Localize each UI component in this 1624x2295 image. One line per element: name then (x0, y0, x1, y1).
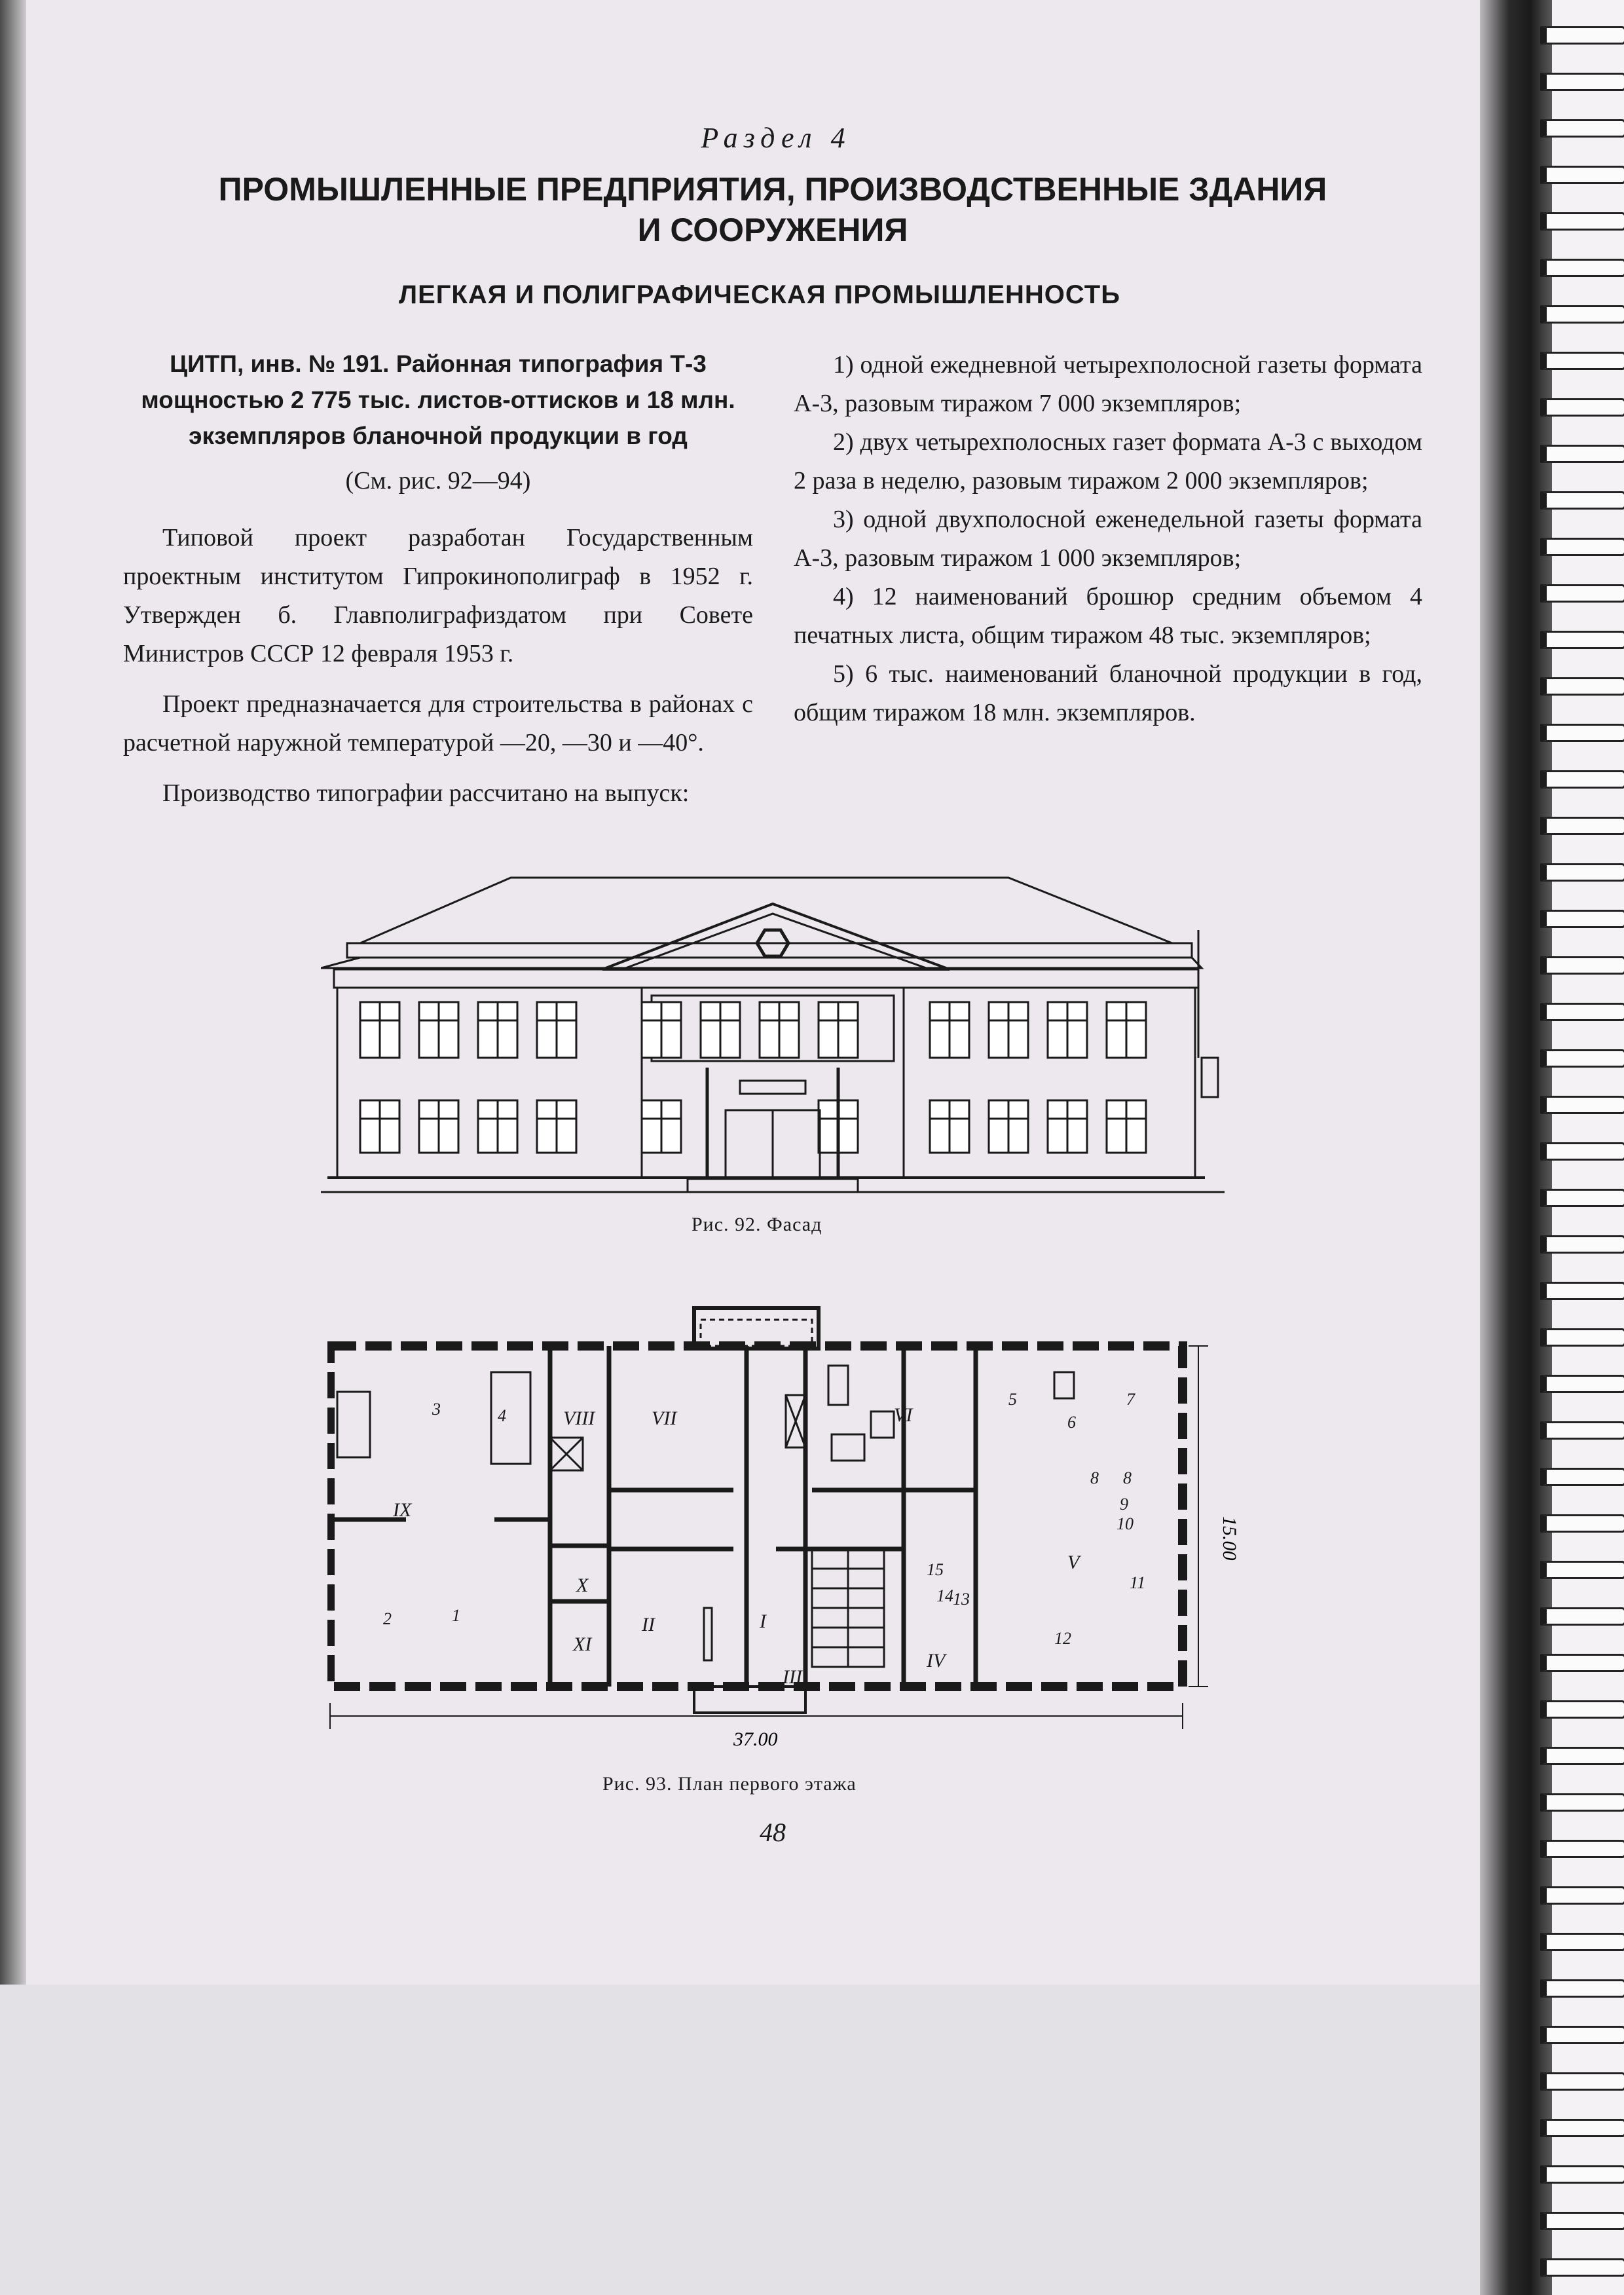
equipment-label: 11 (1130, 1573, 1146, 1592)
list-item: 2) двух четырехполосных газет формата А-3 с выходом 2 раза в неделю, разовым тиражом 2 000 экземпляров; (794, 428, 1422, 494)
equipment-label: 9 (1120, 1495, 1128, 1514)
binder-coil (1540, 2212, 1624, 2230)
binder-coil (1540, 73, 1624, 91)
binder-coil (1540, 1468, 1624, 1486)
equipment-label: 10 (1116, 1514, 1134, 1533)
binder-coil (1540, 212, 1624, 231)
paragraph-design: Типовой проект разработан Государственным проектным институтом Гипрокинополиграф в 1952 г. Утвержден б. Главполиграфиздатом при Совете Министров СССР 12 февраля 1953 г. (123, 524, 753, 667)
paragraph-purpose: Проект предназначается для строительства в районах с расчетной наружной температурой —20, —30 и —40°. (123, 690, 753, 756)
binder-coil (1540, 2258, 1624, 2277)
section-label: Раздел 4 (701, 122, 851, 154)
binder-coil (1540, 1142, 1624, 1161)
binder-coil (1540, 1793, 1624, 1812)
equipment-label: 3 (432, 1400, 441, 1419)
equipment-label: 2 (383, 1609, 392, 1628)
floor-plan-drawing (327, 1294, 1244, 1768)
binder-coil (1540, 817, 1624, 835)
binder-coil (1540, 2119, 1624, 2137)
plan-depth-dimension: 15.00 (1219, 1516, 1240, 1561)
binder-coil (1540, 2165, 1624, 2184)
binder-coil (1540, 2072, 1624, 2091)
list-item: 4) 12 наименований брошюр средним объемом 4 печатных листа, общим тиражом 48 тыс. экземпляров; (794, 583, 1422, 649)
binder-coil (1540, 584, 1624, 603)
figure-92-caption: Рис. 92. Фасад (692, 1214, 822, 1235)
binder-coil (1540, 445, 1624, 463)
room-label: IV (927, 1650, 946, 1671)
list-item: 3) одной двухполосной еженедельной газеты формата А-3, разовым тиражом 1 000 экземпляров; (794, 506, 1422, 572)
equipment-label: 12 (1054, 1629, 1071, 1648)
binder-coil (1540, 910, 1624, 928)
binder-coil (1540, 1096, 1624, 1114)
binder-coil (1540, 1840, 1624, 1858)
equipment-label: 15 (927, 1560, 944, 1579)
equipment-label: 14 (936, 1586, 953, 1605)
binder-coil (1540, 1607, 1624, 1626)
binder-coil (1540, 166, 1624, 184)
binder-coil (1540, 398, 1624, 417)
entry-heading-line3: экземпляров бланочной продукции в год (189, 422, 688, 449)
equipment-label: 1 (452, 1606, 460, 1625)
room-label: IX (393, 1499, 412, 1521)
equipment-label: 5 (1008, 1390, 1017, 1409)
binder-coil (1540, 956, 1624, 975)
binder-coil (1540, 1282, 1624, 1300)
equipment-label: 7 (1126, 1390, 1135, 1409)
binder-coil (1540, 1003, 1624, 1021)
room-label: VII (652, 1408, 677, 1429)
background-sheet (0, 1985, 1519, 2295)
binder-coil (1540, 538, 1624, 556)
binder-coil (1540, 1189, 1624, 1207)
subsection-title: ЛЕГКАЯ И ПОЛИГРАФИЧЕСКАЯ ПРОМЫШЛЕННОСТЬ (399, 280, 1120, 309)
room-label: XI (573, 1633, 592, 1655)
binder-coil (1540, 2026, 1624, 2044)
binder-coil (1540, 1886, 1624, 1905)
binder-coil (1540, 1654, 1624, 1672)
right-column (794, 346, 1422, 732)
binder-coil (1540, 863, 1624, 882)
binder-coil (1540, 259, 1624, 277)
room-label: VIII (563, 1408, 595, 1429)
binder-coil (1540, 352, 1624, 370)
room-label: II (642, 1614, 655, 1635)
binder-coil (1540, 1375, 1624, 1393)
binder-coil (1540, 1979, 1624, 1998)
binder-coil (1540, 631, 1624, 649)
entry-heading (123, 346, 753, 454)
binder-coil (1540, 1049, 1624, 1068)
main-title-line2: И СООРУЖЕНИЯ (637, 212, 908, 248)
equipment-label: 4 (498, 1406, 506, 1425)
binder-coil (1540, 305, 1624, 324)
binder-coil (1540, 1561, 1624, 1579)
figure-93-caption: Рис. 93. План первого этажа (602, 1773, 857, 1795)
equipment-label: 8 (1090, 1468, 1099, 1487)
main-title (0, 169, 1545, 250)
entry-heading-line2: мощностью 2 775 тыс. листов-оттисков и 18 млн. (141, 386, 735, 413)
binder-coil (1540, 1700, 1624, 1719)
facade-drawing (321, 871, 1225, 1199)
left-column (123, 346, 753, 813)
binder-coil (1540, 119, 1624, 138)
binder-coil (1540, 1421, 1624, 1440)
equipment-label: 13 (953, 1590, 970, 1609)
equipment-label: 6 (1067, 1413, 1076, 1432)
binder-coil (1540, 26, 1624, 45)
room-label: I (760, 1611, 766, 1632)
list-item: 1) одной ежедневной четырехполосной газеты формата А-3, разовым тиражом 7 000 экземпляров; (794, 351, 1422, 417)
main-title-line1: ПРОМЫШЛЕННЫЕ ПРЕДПРИЯТИЯ, ПРОИЗВОДСТВЕННЫЕ ЗДАНИЯ (218, 171, 1327, 208)
figure-reference: (См. рис. 92—94) (345, 467, 531, 494)
room-label: VI (894, 1404, 913, 1426)
binder-coil (1540, 724, 1624, 742)
equipment-label: 8 (1123, 1468, 1132, 1487)
plan-width-dimension: 37.00 (733, 1728, 778, 1750)
binder-coil (1540, 1328, 1624, 1347)
binder-coil (1540, 1514, 1624, 1533)
binder-coil (1540, 491, 1624, 510)
binder-coil (1540, 1933, 1624, 1951)
page-number: 48 (760, 1818, 786, 1847)
binder-coil (1540, 677, 1624, 696)
binder-coil (1540, 1235, 1624, 1254)
binder-coil (1540, 770, 1624, 789)
room-label: III (783, 1666, 802, 1688)
room-label: V (1067, 1552, 1080, 1573)
room-label: X (576, 1575, 589, 1596)
list-item: 5) 6 тыс. наименований бланочной продукции в год, общим тиражом 18 млн. экземпляров. (794, 660, 1422, 726)
paragraph-output: Производство типографии рассчитано на выпуск: (162, 779, 690, 807)
entry-heading-line1: ЦИТП, инв. № 191. Районная типография Т-3 (170, 350, 707, 377)
binder-coil (1540, 1747, 1624, 1765)
